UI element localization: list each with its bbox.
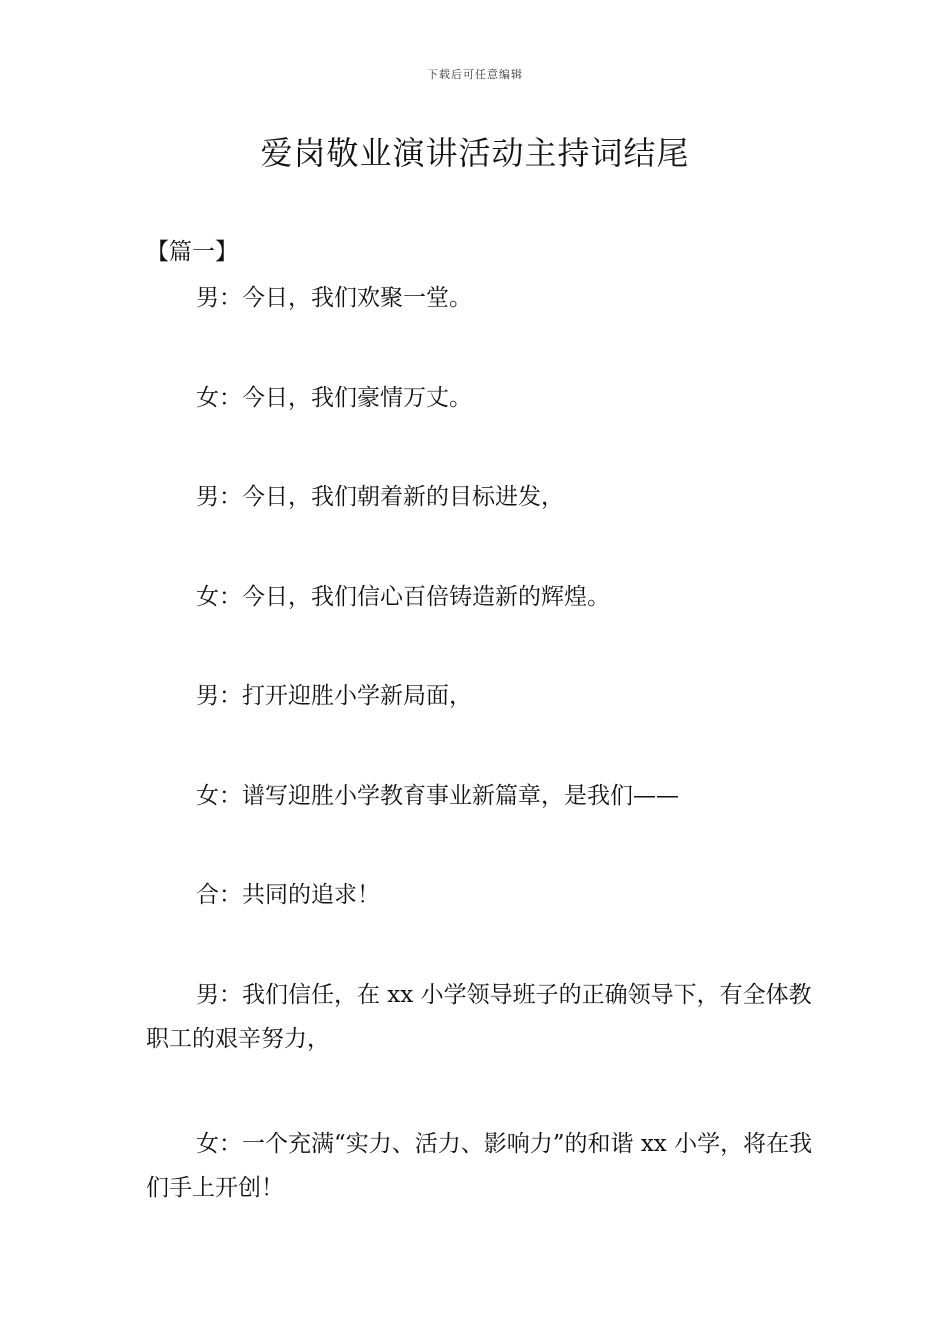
- document-title: 爱岗敬业演讲活动主持词结尾: [260, 134, 690, 172]
- paragraph: 女：谱写迎胜小学教育事业新篇章，是我们——: [196, 783, 679, 809]
- paragraph: 男：我们信任，在 xx 小学领导班子的正确领导下，有全体教职工的艰辛努力，: [146, 982, 812, 1052]
- paragraph: 合：共同的追求！: [196, 882, 380, 908]
- paragraph: 女：今日，我们豪情万丈。: [196, 385, 472, 411]
- paragraph: 女：今日，我们信心百倍铸造新的辉煌。: [196, 584, 610, 610]
- paragraph: 男：打开迎胜小学新局面，: [196, 683, 472, 709]
- page-header: 下载后可任意编辑: [427, 68, 523, 81]
- paragraph: 男：今日，我们朝着新的目标进发，: [196, 484, 564, 510]
- section-label: 【篇一】: [146, 239, 238, 265]
- paragraph: 男：今日，我们欢聚一堂。: [196, 285, 472, 311]
- paragraph: 女：一个充满“实力、活力、影响力”的和谐 xx 小学，将在我们手上开创！: [146, 1131, 813, 1201]
